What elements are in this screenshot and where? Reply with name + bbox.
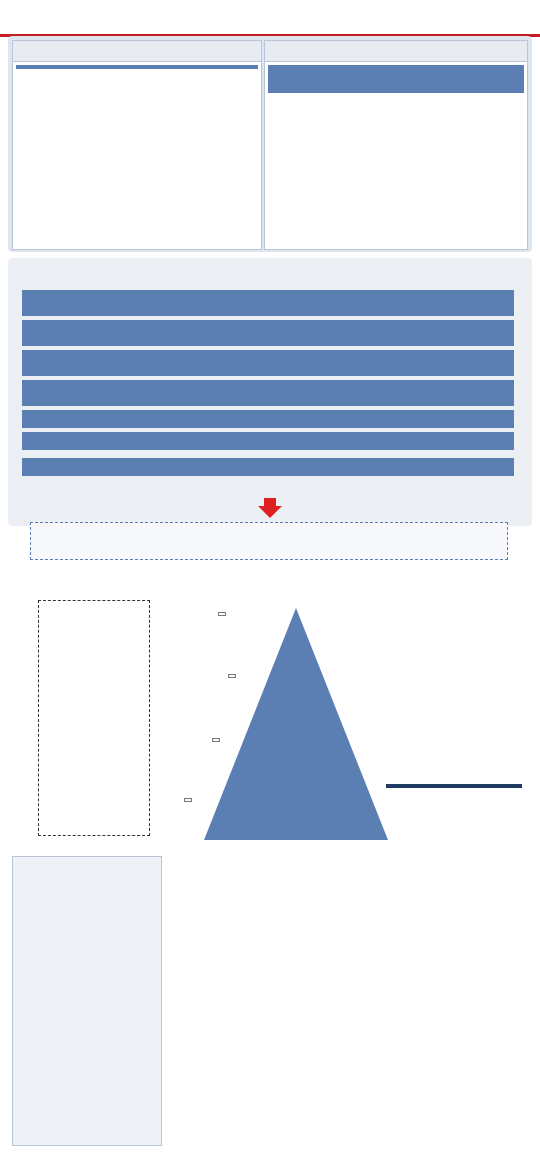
- sectors-pyramid: [204, 608, 388, 840]
- revenues-heading: [265, 41, 527, 62]
- reform-item: [22, 458, 514, 476]
- arrow-down-icon: [258, 506, 282, 518]
- appropriations-heading: [13, 41, 261, 62]
- appropriations-summary: [16, 65, 258, 69]
- budget-overview-section: [8, 36, 532, 252]
- reforms-section: [8, 258, 532, 526]
- tax-section: [8, 850, 532, 1152]
- sector-text-social: [386, 784, 522, 788]
- reform-item: [22, 290, 514, 316]
- reform-item: [22, 320, 514, 346]
- table-unit: [270, 102, 333, 109]
- revenues-bullets: [265, 96, 527, 100]
- reform-item: [22, 350, 514, 376]
- table-col-header: [459, 102, 522, 109]
- reform-item: [22, 432, 514, 450]
- reform-item: [22, 410, 514, 428]
- budget-table: [270, 102, 522, 109]
- sector-label-education: [228, 674, 236, 678]
- reforms-note: [30, 522, 508, 560]
- sector-label-security: [212, 738, 220, 742]
- reform-item: [22, 380, 514, 406]
- revenues-summary: [268, 65, 524, 93]
- table-col-header: [333, 102, 396, 109]
- increase-reasons-box: [38, 600, 150, 836]
- sector-label-health: [218, 612, 226, 616]
- sectors-section: [8, 572, 532, 848]
- appropriations-panel: [12, 40, 262, 250]
- sector-label-social: [184, 798, 192, 802]
- table-col-header: [396, 102, 459, 109]
- tax-intro: [12, 856, 162, 1146]
- title-bar: [0, 0, 540, 37]
- revenues-panel: [264, 40, 528, 250]
- appropriations-bullets: [13, 72, 261, 81]
